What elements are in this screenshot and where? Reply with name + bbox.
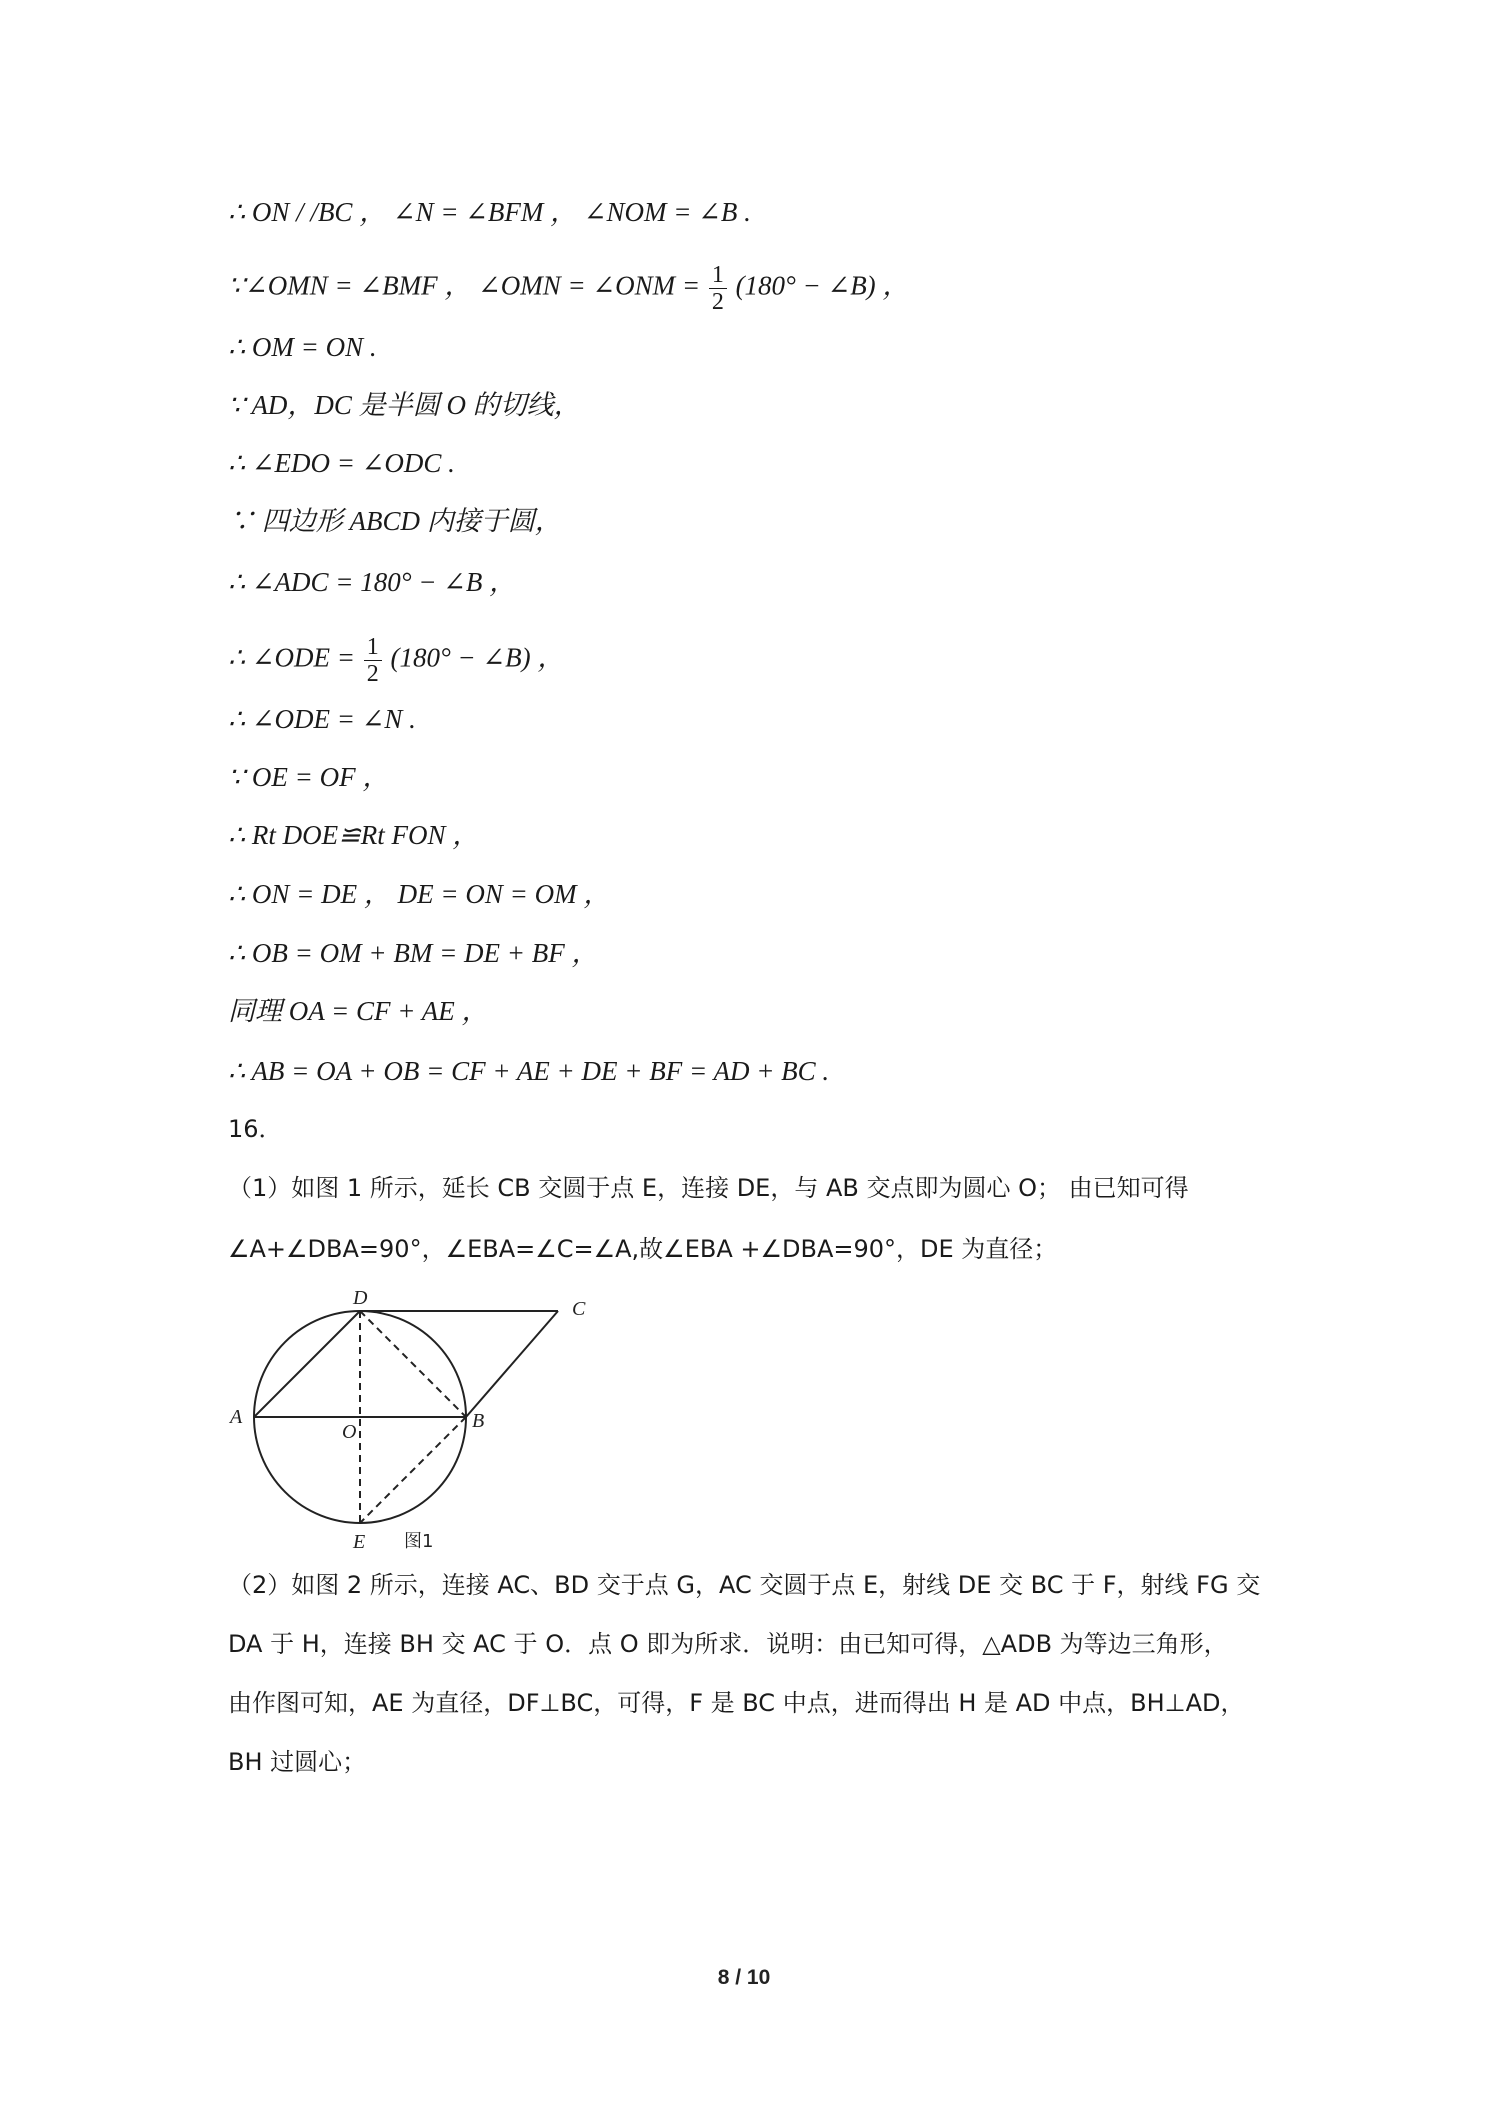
segment-cb bbox=[466, 1311, 558, 1417]
segment-be-dashed bbox=[360, 1417, 466, 1523]
fraction-half bbox=[364, 634, 382, 687]
proof-line-7: ∴ ∠ADC = 180° − ∠B ， bbox=[228, 567, 517, 597]
part1-line-2: ∠A+∠DBA=90°，∠EBA=∠C=∠A,故∠EBA +∠DBA=90°，DE 为直径； bbox=[228, 1235, 1058, 1263]
fraction-half bbox=[709, 262, 727, 315]
page-number: 8 / 10 bbox=[717, 1966, 771, 1989]
proof-line-2 bbox=[228, 262, 909, 315]
proof-line-15: ∴ AB = OA + OB = CF + AE + DE + BF = AD + BC . bbox=[228, 1056, 830, 1086]
proof-line-10: ∵ OE = OF ， bbox=[228, 762, 390, 792]
proof-line-8-text: ∴ ∠ODE = bbox=[228, 642, 356, 673]
proof-line-13: ∴ OB = OM + BM = DE + BF ， bbox=[228, 938, 599, 968]
part2-line-4: BH 过圆心； bbox=[228, 1748, 367, 1776]
label-e: E bbox=[353, 1531, 366, 1553]
label-a: A bbox=[230, 1406, 243, 1428]
fraction-denominator: 2 bbox=[366, 661, 379, 687]
proof-line-8 bbox=[228, 634, 564, 687]
fraction-denominator: 2 bbox=[711, 289, 724, 315]
segment-db-dashed bbox=[360, 1311, 466, 1417]
segment-ad bbox=[254, 1311, 360, 1417]
proof-line-5: ∴ ∠EDO = ∠ODC . bbox=[228, 448, 455, 478]
label-o: O bbox=[342, 1421, 357, 1443]
label-d: D bbox=[353, 1287, 368, 1309]
part2-line-1: （2）如图 2 所示，连接 AC、BD 交于点 G，AC 交圆于点 E，射线 DE 交 BC 于 F，射线 FG 交 bbox=[228, 1571, 1261, 1599]
proof-line-3: ∴ OM = ON . bbox=[228, 332, 377, 362]
part2-line-2: DA 于 H，连接 BH 交 AC 于 O．点 O 即为所求．说明：由已知可得，△ADB 为等边三角形， bbox=[228, 1630, 1228, 1658]
figure-1-caption: 图1 bbox=[404, 1531, 434, 1552]
proof-line-6: ∵ 四边形 ABCD 内接于圆， bbox=[228, 506, 562, 536]
proof-line-1: ∴ ON / /BC ， ∠N = ∠BFM ， ∠NOM = ∠B . bbox=[228, 197, 751, 227]
proof-line-9: ∴ ∠ODE = ∠N . bbox=[228, 704, 416, 734]
part1-line-1: （1）如图 1 所示，延长 CB 交圆于点 E，连接 DE，与 AB 交点即为圆心 O； 由已知可得 bbox=[228, 1174, 1189, 1202]
problem-number-16: 16． bbox=[228, 1115, 283, 1143]
proof-line-11: ∴ Rt DOE≌Rt FON ， bbox=[228, 820, 480, 850]
proof-line-2-text: ∵∠OMN = ∠BMF ， ∠OMN = ∠ONM = bbox=[228, 270, 701, 301]
fraction-numerator: 1 bbox=[364, 634, 382, 661]
figure-1-circle-diagram bbox=[226, 1285, 626, 1555]
proof-line-14: 同理 OA = CF + AE ， bbox=[228, 996, 489, 1026]
proof-line-12: ∴ ON = DE ， DE = ON = OM ， bbox=[228, 879, 611, 909]
part2-line-3: 由作图可知，AE 为直径，DF⊥BC，可得，F 是 BC 中点，进而得出 H 是 AD 中点，BH⊥AD， bbox=[228, 1689, 1245, 1717]
label-b: B bbox=[472, 1410, 485, 1432]
fraction-numerator: 1 bbox=[709, 262, 727, 289]
proof-line-4: ∵ AD，DC 是半圆 O 的切线， bbox=[228, 390, 581, 420]
proof-line-8-tail: (180° − ∠B) ， bbox=[390, 642, 565, 673]
label-c: C bbox=[572, 1298, 586, 1320]
proof-line-2-tail: (180° − ∠B) ， bbox=[735, 270, 910, 301]
